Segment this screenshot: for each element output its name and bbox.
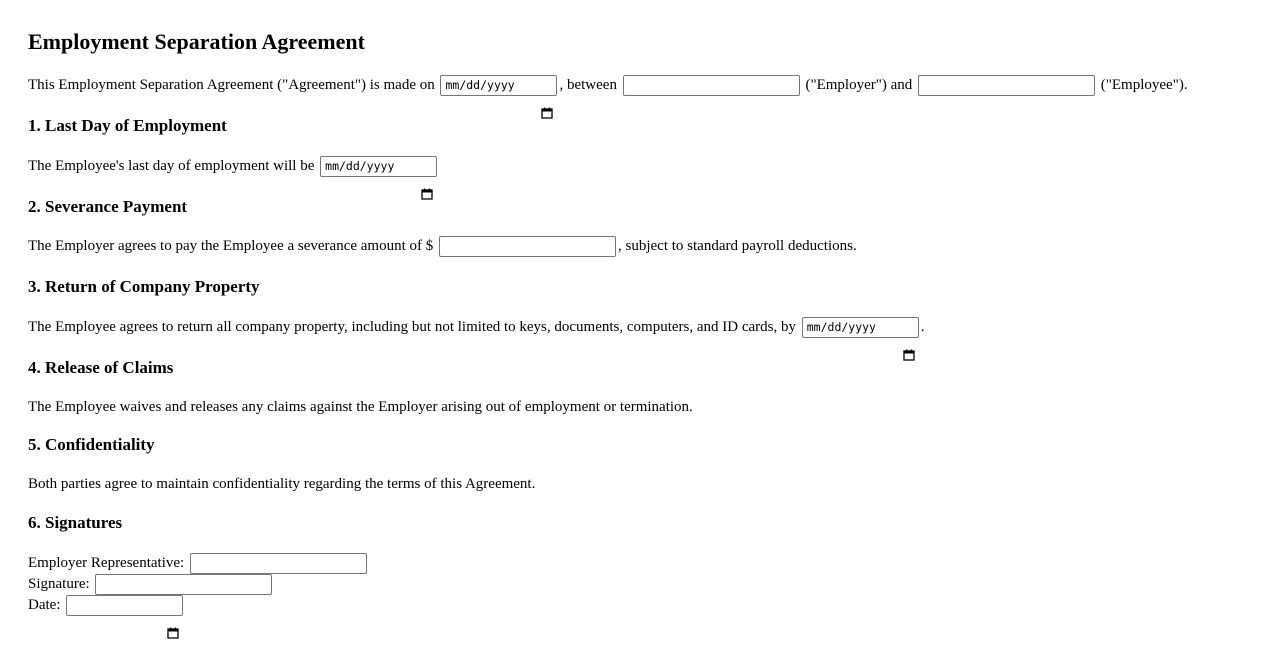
severance-after-text: , subject to standard payroll deductions. <box>618 237 857 254</box>
employer-rep-label: Employer Representative: <box>28 554 188 571</box>
intro-text: This Employment Separation Agreement ("Agreement") is made on <box>28 76 439 93</box>
property-date-placeholder: mm/dd/yyyy <box>806 320 876 334</box>
severance-amount-input[interactable] <box>439 236 616 257</box>
last-day-line <box>28 155 439 177</box>
agreement-date-input[interactable] <box>440 75 557 96</box>
date-line <box>28 594 185 616</box>
employer-tag-text: ("Employer") and <box>801 76 917 93</box>
release-text: The Employee waives and releases any claims against the Employer arising out of employment or termination. <box>28 398 693 415</box>
section-heading-signatures: 6. Signatures <box>28 513 123 532</box>
agreement-date-placeholder: mm/dd/yyyy <box>445 78 515 92</box>
section-heading-release: 4. Release of Claims <box>28 358 174 377</box>
calendar-icon[interactable] <box>167 599 179 611</box>
property-text: The Employee agrees to return all company property, including but not limited to keys, documents, computers, and ID cards, by <box>28 318 800 335</box>
date-label: Date: <box>28 596 65 613</box>
signature-date-input[interactable] <box>66 595 183 616</box>
confidentiality-text: Both parties agree to maintain confidentiality regarding the terms of this Agreement. <box>28 475 536 492</box>
between-text: , between <box>559 76 621 93</box>
employee-tag-text: ("Employee"). <box>1097 76 1188 93</box>
signature-label: Signature: <box>28 575 94 592</box>
last-day-date-input[interactable] <box>320 156 437 177</box>
calendar-icon[interactable] <box>903 321 915 333</box>
signature-line <box>28 573 274 595</box>
employer-name-input[interactable] <box>623 75 800 96</box>
page-title: Employment Separation Agreement <box>28 29 365 54</box>
calendar-icon[interactable] <box>541 79 553 91</box>
calendar-icon[interactable] <box>421 160 433 172</box>
intro-line <box>28 74 1188 96</box>
section-heading-property: 3. Return of Company Property <box>28 277 260 296</box>
employer-rep-line <box>28 552 369 574</box>
release-line <box>28 396 693 418</box>
property-end-text: . <box>920 318 925 335</box>
confidentiality-line <box>28 473 535 495</box>
section-heading-last-day: 1. Last Day of Employment <box>28 116 227 135</box>
property-return-date-input[interactable] <box>802 317 919 338</box>
section-heading-confidentiality: 5. Confidentiality <box>28 435 155 454</box>
employer-rep-input[interactable] <box>190 553 367 574</box>
section-heading-severance: 2. Severance Payment <box>28 197 188 216</box>
severance-text: The Employer agrees to pay the Employee a severance amount of $ <box>28 237 438 254</box>
last-day-date-placeholder: mm/dd/yyyy <box>325 159 395 173</box>
severance-line <box>28 235 857 257</box>
last-day-text: The Employee's last day of employment will be <box>28 157 319 174</box>
employee-name-input[interactable] <box>918 75 1095 96</box>
signature-input[interactable] <box>95 574 272 595</box>
property-line <box>28 316 925 338</box>
